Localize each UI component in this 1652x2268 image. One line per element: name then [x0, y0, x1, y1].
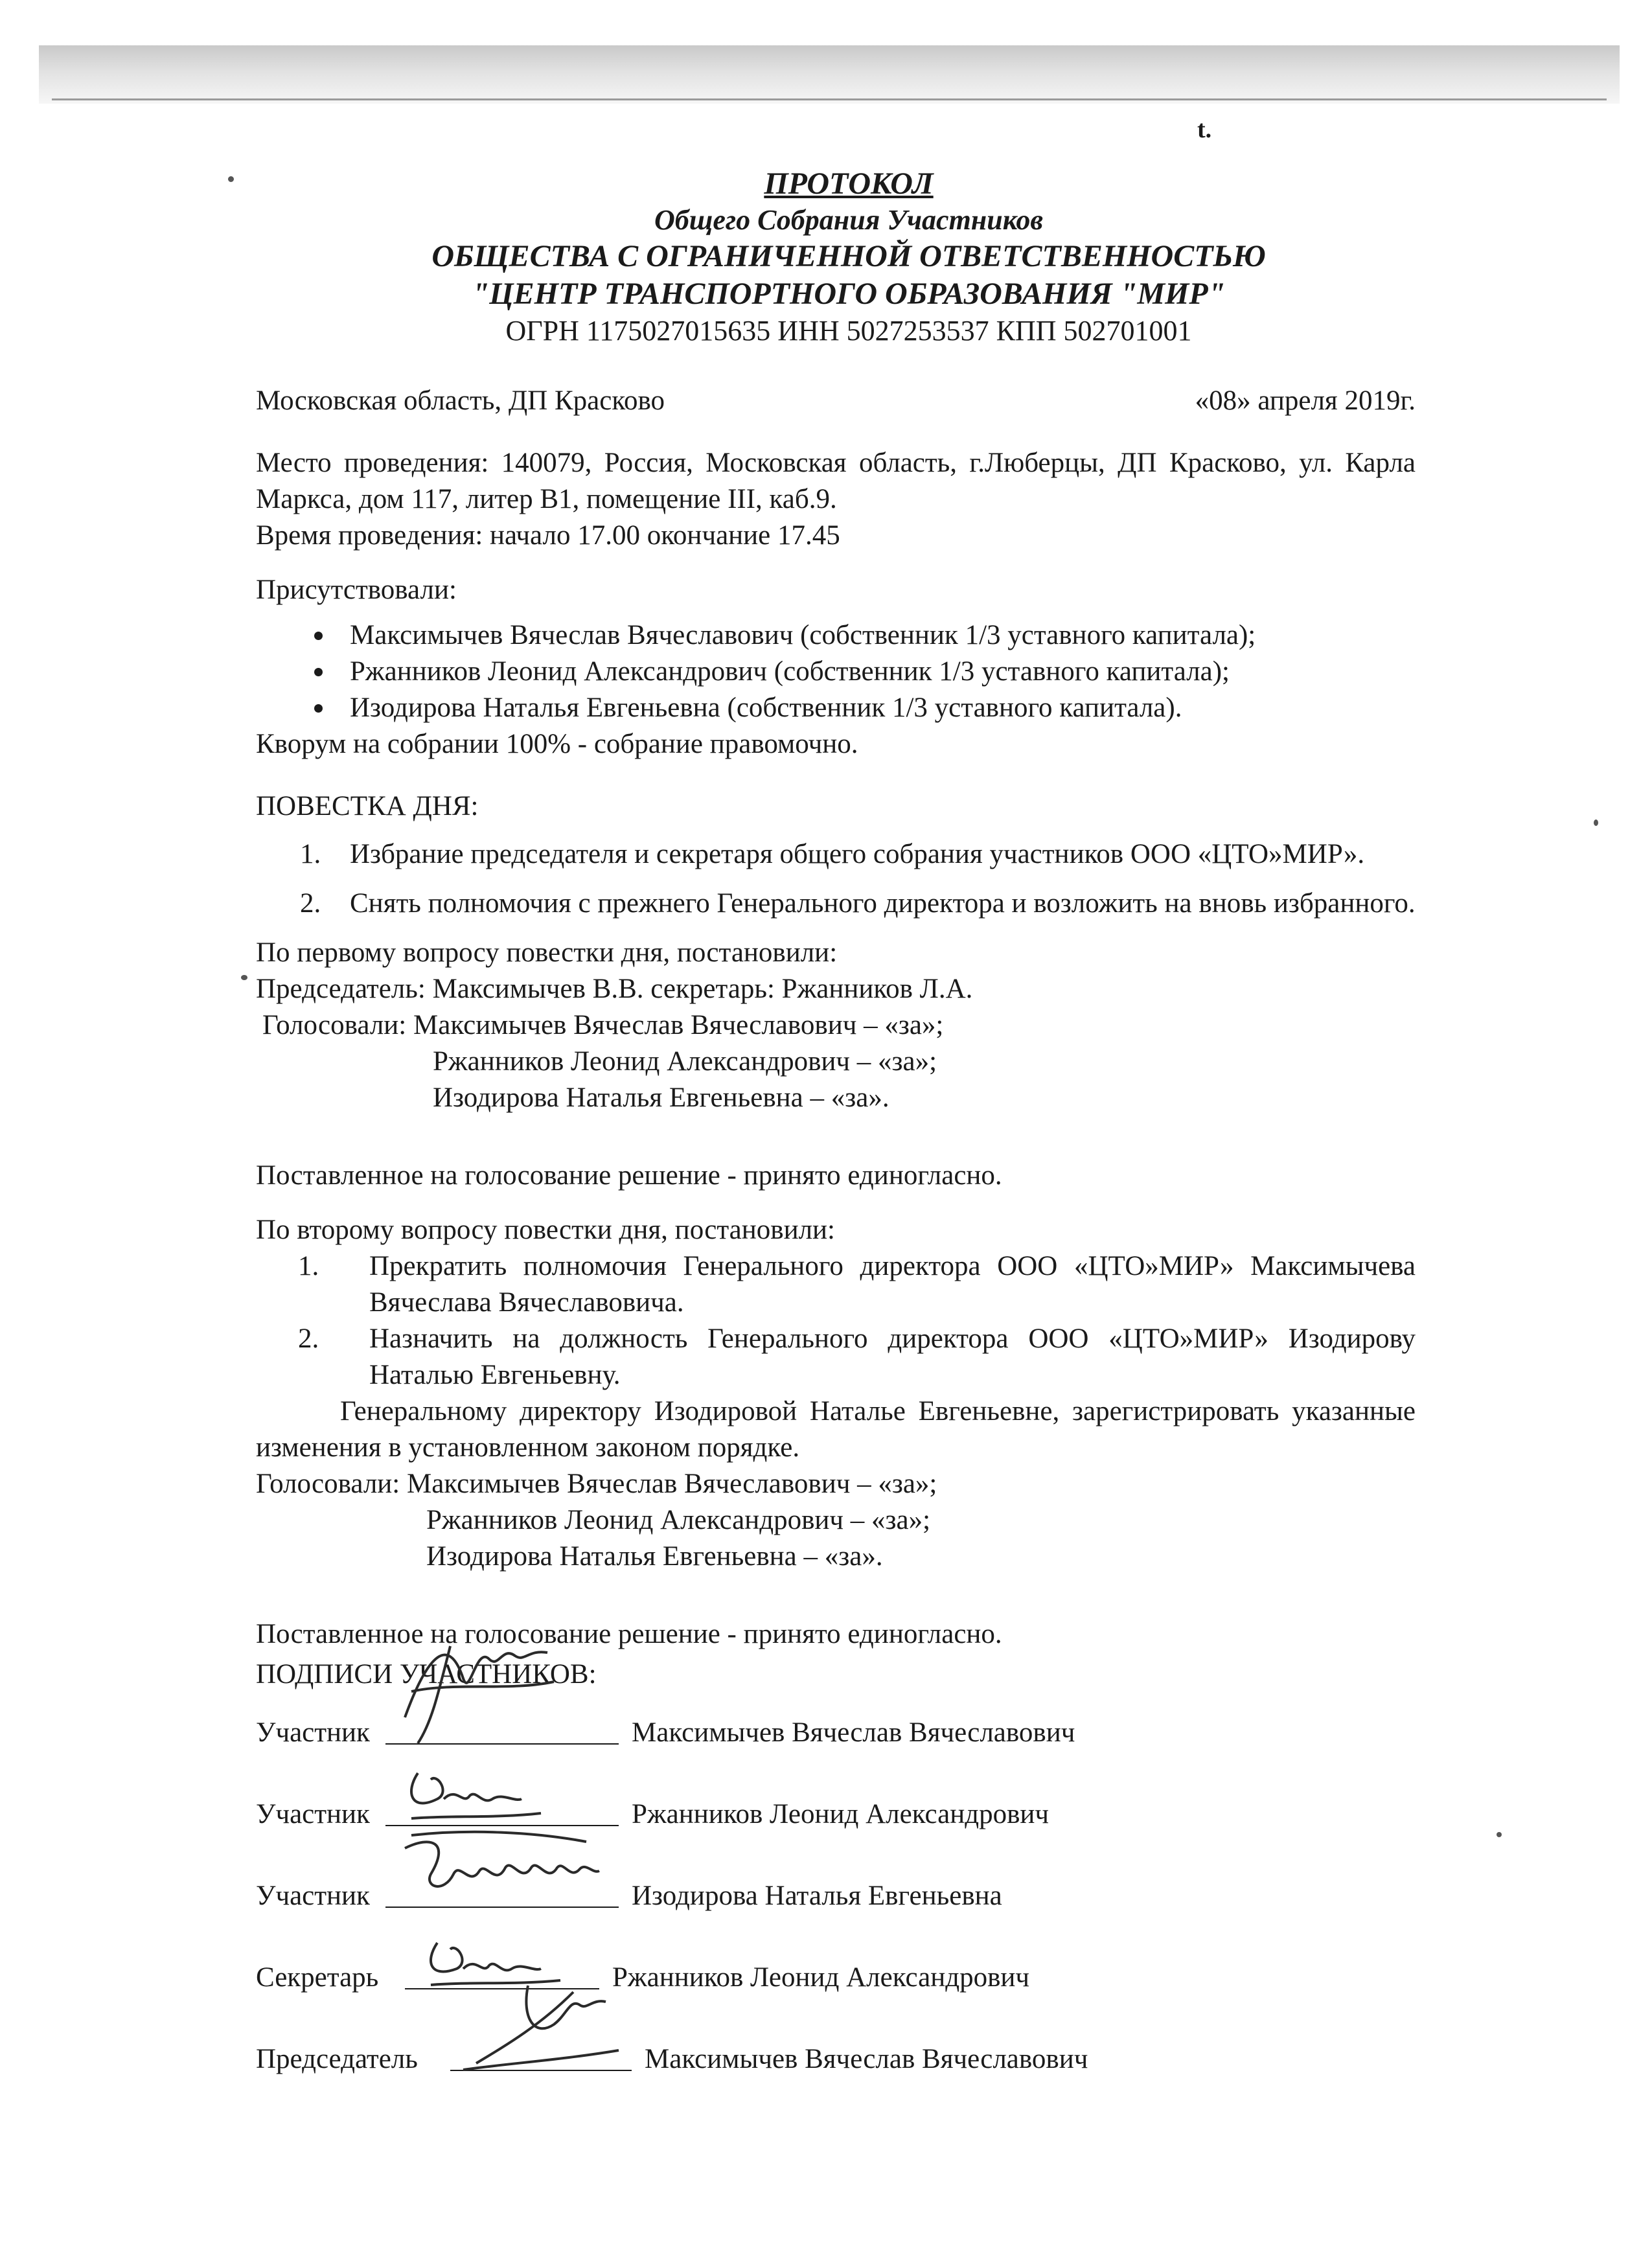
- item-text: Снять полномочия с прежнего Генерального директора и возложить на вновь избранного.: [350, 888, 1416, 919]
- meeting-place: Московская область, ДП Красково: [256, 385, 665, 416]
- q2-heading: По второму вопросу повестки дня, постановили:: [256, 1215, 835, 1245]
- scan-speck: [228, 176, 234, 182]
- signer-role: Участник: [256, 1799, 370, 1829]
- vote-list: [413, 1007, 943, 1116]
- present-label: Присутствовали:: [256, 575, 457, 605]
- signer-name: Максимычев Вячеслав Вячеславович: [645, 2044, 1088, 2074]
- doc-title: ПРОТОКОЛ: [764, 166, 934, 201]
- document-header: [282, 165, 1416, 349]
- signer-name: Ржанников Леонид Александрович: [612, 1962, 1030, 1993]
- meeting-date: «08» апреля 2019г.: [1195, 385, 1416, 416]
- signature-line: [450, 2070, 632, 2071]
- signer-name: Максимычев Вячеслав Вячеславович: [632, 1717, 1075, 1748]
- scan-speck: [1497, 1832, 1502, 1837]
- signature-row: [256, 1693, 1416, 1751]
- scan-speck: [241, 975, 247, 980]
- agenda-label: ПОВЕСТКА ДНЯ:: [256, 791, 479, 821]
- voted-label: Голосовали:: [262, 1010, 413, 1040]
- scan-speck: [1594, 819, 1598, 826]
- list-item: [256, 1321, 1416, 1393]
- item-number: 1.: [300, 839, 321, 869]
- handwritten-signature: [457, 1966, 625, 2076]
- item-number: 1.: [298, 1251, 319, 1281]
- q1-votes: [262, 1007, 1416, 1116]
- handwritten-signature: [392, 1822, 606, 1913]
- signature-line: [385, 1907, 619, 1908]
- list-item: Изодирова Наталья Евгеньевна (собственник 1/3 уставного капитала).: [350, 690, 1416, 726]
- q1-heading: По первому вопросу повестки дня, постановили:: [256, 937, 838, 968]
- signature-row: [256, 1833, 1416, 1914]
- attendee-list: [256, 617, 1416, 726]
- signer-role: Секретарь: [256, 1962, 379, 1993]
- vote-entry: Изодирова Наталья Евгеньевна – «за».: [426, 1541, 883, 1572]
- item-text: Прекратить полномочия Генерального директора ООО «ЦТО»МИР» Максимычева Вячеслава Вячеславовича.: [369, 1251, 1416, 1318]
- signature-line: [385, 1743, 619, 1745]
- meeting-time: Время проведения: начало 17.00 окончание 17.45: [256, 520, 840, 551]
- item-number: 2.: [300, 888, 321, 919]
- signature-row: [256, 1914, 1416, 1996]
- place-date-row: [256, 383, 1416, 419]
- signatures-label: ПОДПИСИ УЧАСТНИКОВ:: [256, 1659, 597, 1690]
- item-number: 2.: [298, 1323, 319, 1354]
- q1-result: Поставленное на голосование решение - принято единогласно.: [256, 1160, 1002, 1191]
- venue: Место проведения: 140079, Россия, Московская область, г.Люберцы, ДП Красково, ул. Карла Маркса, дом 117, литер В1, помещение III, каб.9.: [256, 448, 1416, 514]
- document-page: [256, 165, 1416, 2078]
- list-item: [256, 1248, 1416, 1321]
- q2-result: Поставленное на голосование решение - принято единогласно.: [256, 1619, 1002, 1649]
- scan-shadow: [39, 45, 1620, 104]
- item-text: Назначить на должность Генерального директора ООО «ЦТО»МИР» Изодирову Наталью Евгеньевну.: [369, 1323, 1416, 1390]
- q2-votes: [256, 1466, 1416, 1575]
- signer-name: Ржанников Леонид Александрович: [632, 1799, 1050, 1829]
- list-item: Максимычев Вячеслав Вячеславович (собственник 1/3 уставного капитала);: [350, 617, 1416, 654]
- vote-entry: Ржанников Леонид Александрович – «за»;: [426, 1505, 931, 1535]
- signer-role: Участник: [256, 1717, 370, 1748]
- item-text: Избрание председателя и секретаря общего собрания участников ООО «ЦТО»МИР».: [350, 839, 1365, 869]
- handwritten-signature: [392, 1620, 560, 1750]
- vote-entry: Максимычев Вячеслав Вячеславович – «за»;: [407, 1469, 937, 1499]
- q1-decision: Председатель: Максимычев В.В. секретарь: Ржанников Л.А.: [256, 974, 973, 1004]
- list-item: [256, 886, 1416, 922]
- vote-entry: Максимычев Вячеслав Вячеславович – «за»;: [413, 1010, 944, 1040]
- vote-entry: Ржанников Леонид Александрович – «за»;: [433, 1046, 937, 1077]
- doc-subtitle: Общего Собрания Участников: [654, 204, 1043, 236]
- signature-row: [256, 1751, 1416, 1833]
- q2-decision-list: [256, 1248, 1416, 1393]
- scan-edge-line: [52, 98, 1607, 100]
- list-item: Ржанников Леонид Александрович (собственник 1/3 уставного капитала);: [350, 654, 1416, 690]
- vote-entry: Изодирова Наталья Евгеньевна – «за».: [433, 1082, 889, 1113]
- org-name-line2: "ЦЕНТР ТРАНСПОРТНОГО ОБРАЗОВАНИЯ "МИР": [472, 277, 1226, 311]
- corner-mark: t.: [1197, 116, 1212, 143]
- signature-row: [256, 1996, 1416, 2078]
- signer-role: Участник: [256, 1881, 370, 1911]
- q2-instruction: Генеральному директору Изодировой Наталье Евгеньевне, зарегистрировать указанные изменения в установленном законом порядке.: [256, 1396, 1416, 1463]
- signer-name: Изодирова Наталья Евгеньевна: [632, 1881, 1002, 1911]
- vote-list: [407, 1466, 937, 1575]
- agenda-list: [256, 836, 1416, 922]
- org-registration: ОГРН 1175027015635 ИНН 5027253537 КПП 502701001: [505, 315, 1192, 347]
- voted-label: Голосовали:: [256, 1469, 407, 1499]
- org-name-line1: ОБЩЕСТВА С ОГРАНИЧЕННОЙ ОТВЕТСТВЕННОСТЬЮ: [431, 239, 1266, 273]
- signature-block: [256, 1693, 1416, 2078]
- list-item: [256, 836, 1416, 873]
- quorum: Кворум на собрании 100% - собрание правомочно.: [256, 729, 858, 759]
- handwritten-signature: [392, 1754, 547, 1831]
- signer-role: Председатель: [256, 2044, 418, 2074]
